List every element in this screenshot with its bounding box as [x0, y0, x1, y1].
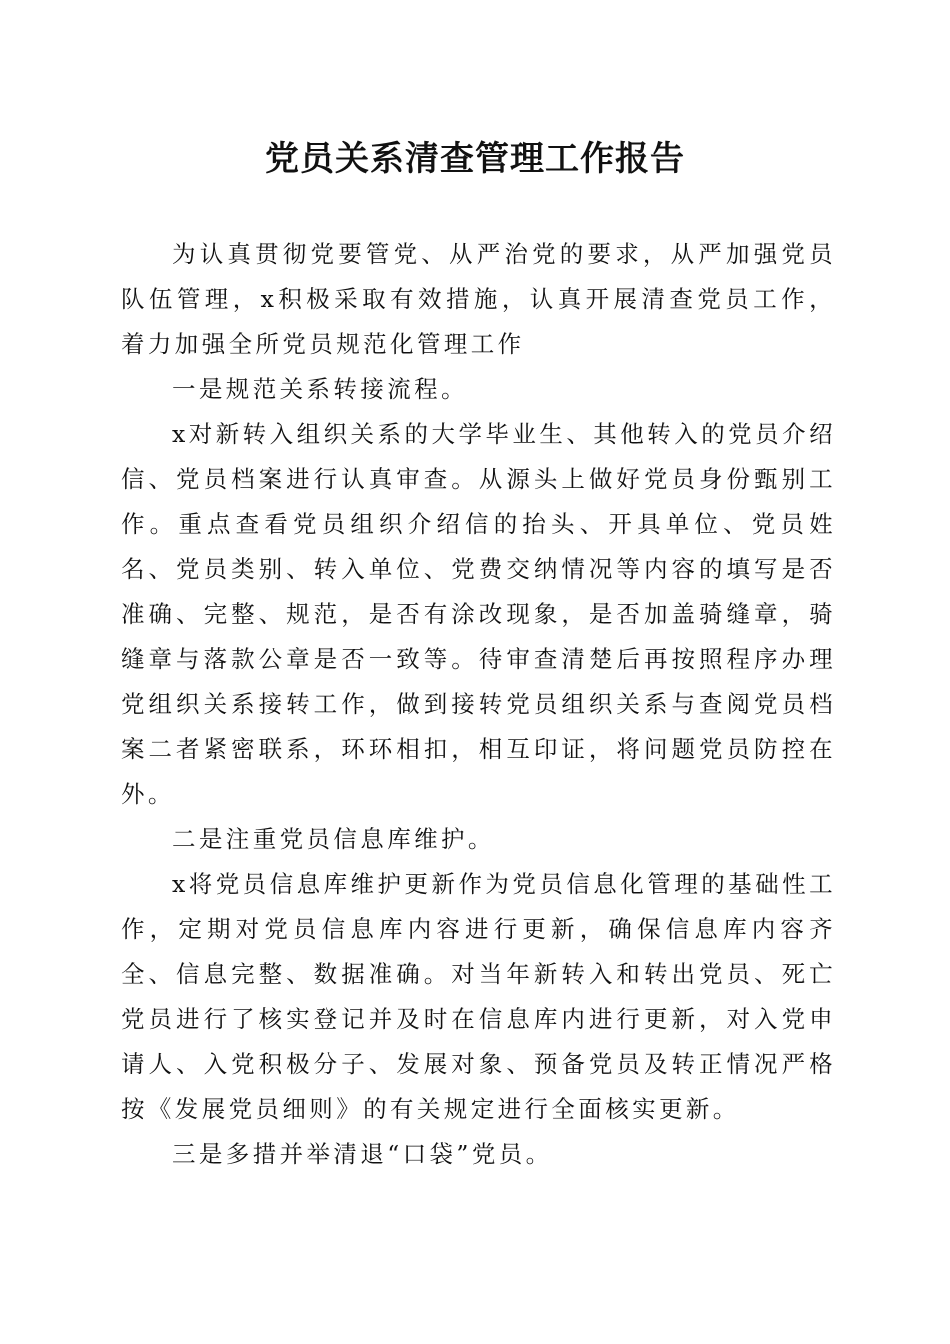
intro-paragraph: 为认真贯彻党要管党、从严治党的要求，从严加强党员队伍管理，x积极采取有效措施，认真开展清查党员工作，着力加强全所党员规范化管理工作: [121, 240, 836, 358]
section-body-1: x对新转入组织关系的大学毕业生、其他转入的党员介绍信、党员档案进行认真审查。从源头上做好党员身份甄别工作。重点查看党员组织介绍信的抬头、开具单位、党员姓名、党员类别、转入单位、党费交纳情况等内容的填写是否准确、完整、规范，是否有涂改现象，是否加盖骑缝章，骑缝章与落款公章是否一致等。待审查清楚后再按照程序办理党组织关系接转工作，做到接转党员组织关系与查阅党员档案二者紧密联系，环环相扣，相互印证，将问题党员防控在外。: [121, 420, 836, 808]
section-heading-2: 二是注重党员信息库维护。: [172, 825, 495, 853]
section-heading-3: 三是多措并举清退“口袋”党员。: [172, 1140, 553, 1168]
section-body-2: x将党员信息库维护更新作为党员信息化管理的基础性工作，定期对党员信息库内容进行更新，确保信息库内容齐全、信息完整、数据准确。对当年新转入和转出党员、死亡党员进行了核实登记并及时在信息库内进行更新，对入党申请人、入党积极分子、发展对象、预备党员及转正情况严格按《发展党员细则》的有关规定进行全面核实更新。: [121, 870, 836, 1123]
document-title: 党员关系清查管理工作报告: [265, 139, 685, 179]
section-heading-1: 一是规范关系转接流程。: [172, 375, 468, 403]
document-body: [121, 232, 836, 1177]
